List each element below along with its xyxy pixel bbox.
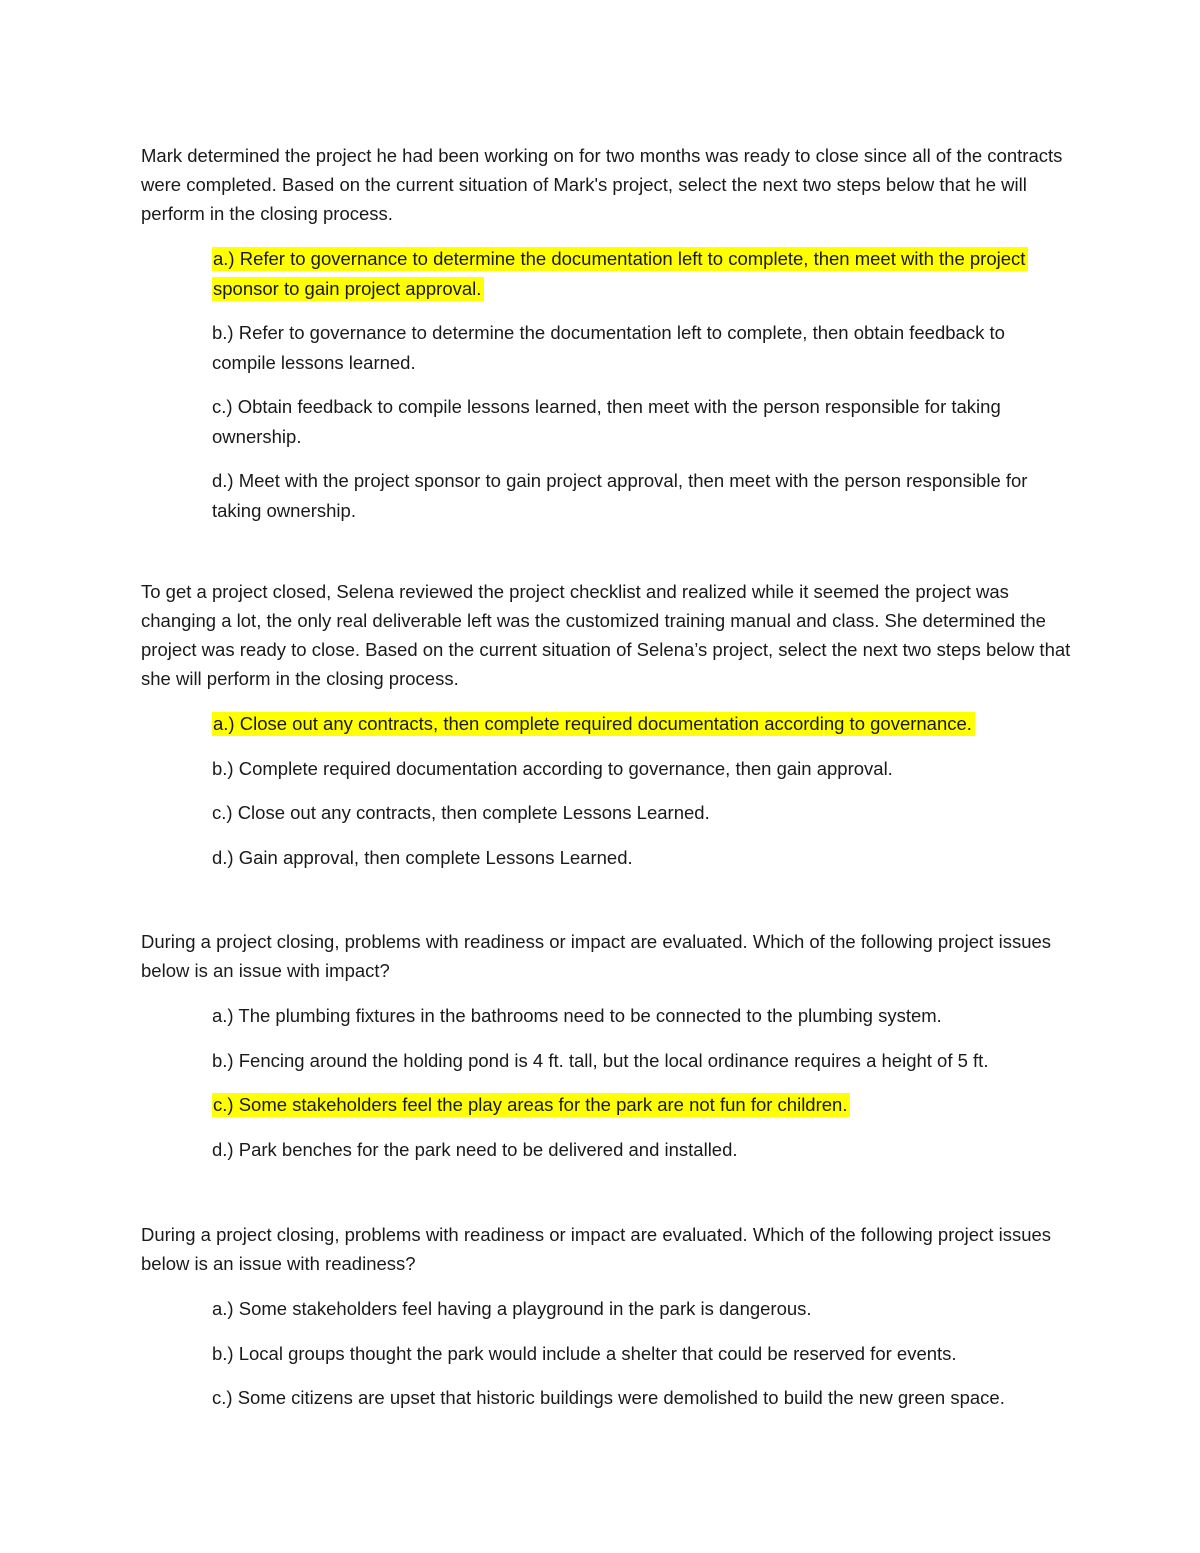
answer-text: a.) The plumbing fixtures in the bathrooms need to be connected to the plumbing system. [212,1005,942,1026]
answer-text: c.) Obtain feedback to compile lessons learned, then meet with the person responsible for taking ownership. [212,396,1001,447]
question-stem: During a project closing, problems with readiness or impact are evaluated. Which of the following project issues below is an issue with impact? [141,931,1052,981]
answer-option-c [212,798,1062,828]
answer-option-a [212,1001,1062,1031]
answer-text: b.) Refer to governance to determine the documentation left to complete, then obtain feedback to compile lessons learned. [212,322,1005,373]
answer-option-b [212,754,1062,784]
answer-option-a [212,244,1062,303]
answer-options [141,244,1071,525]
answer-text: d.) Park benches for the park need to be delivered and installed. [212,1138,738,1160]
answer-text: c.) Some citizens are upset that historic buildings were demolished to build the new green space. [212,1387,1005,1408]
answer-option-d [212,843,1062,873]
answer-text: b.) Complete required documentation according to governance, then gain approval. [212,757,893,779]
answer-option-d [212,1135,1062,1165]
question-4 [141,1220,1071,1413]
answer-option-b [212,318,1062,377]
answer-option-b [212,1046,1062,1076]
question-1 [141,141,1071,525]
question-stem: Mark determined the project he had been working on for two months was ready to close since all of the contracts were completed. Based on the current situation of Mark's project, select the next two steps below that he will perform in the closing process. [141,145,1063,224]
answer-option-c [212,1090,1062,1120]
question-3 [141,927,1071,1164]
answer-option-a [212,1294,1062,1324]
answer-option-b [212,1339,1062,1369]
question-stem: During a project closing, problems with readiness or impact are evaluated. Which of the following project issues below is an issue with readiness? [141,1224,1052,1274]
question-stem: To get a project closed, Selena reviewed the project checklist and realized while it seemed the project was changing a lot, the only real deliverable left was the customized training manual and class. She determined the project was ready to close. Based on the current situation of Selena’s project, select the next two steps below that she will perform in the closing process. [141,581,1071,689]
answer-option-a [212,709,1062,739]
answer-text: d.) Gain approval, then complete Lessons Learned. [212,846,633,868]
answer-text: d.) Meet with the project sponsor to gain project approval, then meet with the person responsible for taking ownership. [212,470,1028,521]
answer-option-d [212,466,1062,525]
answer-text: c.) Some stakeholders feel the play areas for the park are not fun for children. [212,1093,850,1117]
answer-text: a.) Close out any contracts, then complete required documentation according to governance. [212,712,975,736]
answer-options [141,709,1071,872]
answer-text: c.) Close out any contracts, then complete Lessons Learned. [212,802,710,823]
answer-options [141,1001,1071,1164]
question-2 [141,577,1071,872]
answer-text: b.) Local groups thought the park would include a shelter that could be reserved for events. [212,1342,957,1364]
answer-option-c [212,392,1062,451]
answer-text: a.) Some stakeholders feel having a playground in the park is dangerous. [212,1298,812,1319]
answer-text: a.) Refer to governance to determine the documentation left to complete, then meet with the project sponsor to gain project approval. [212,247,1028,301]
answer-text: b.) Fencing around the holding pond is 4 ft. tall, but the local ordinance requires a height of 5 ft. [212,1049,989,1071]
answer-options [141,1294,1071,1413]
answer-option-c [212,1383,1062,1413]
